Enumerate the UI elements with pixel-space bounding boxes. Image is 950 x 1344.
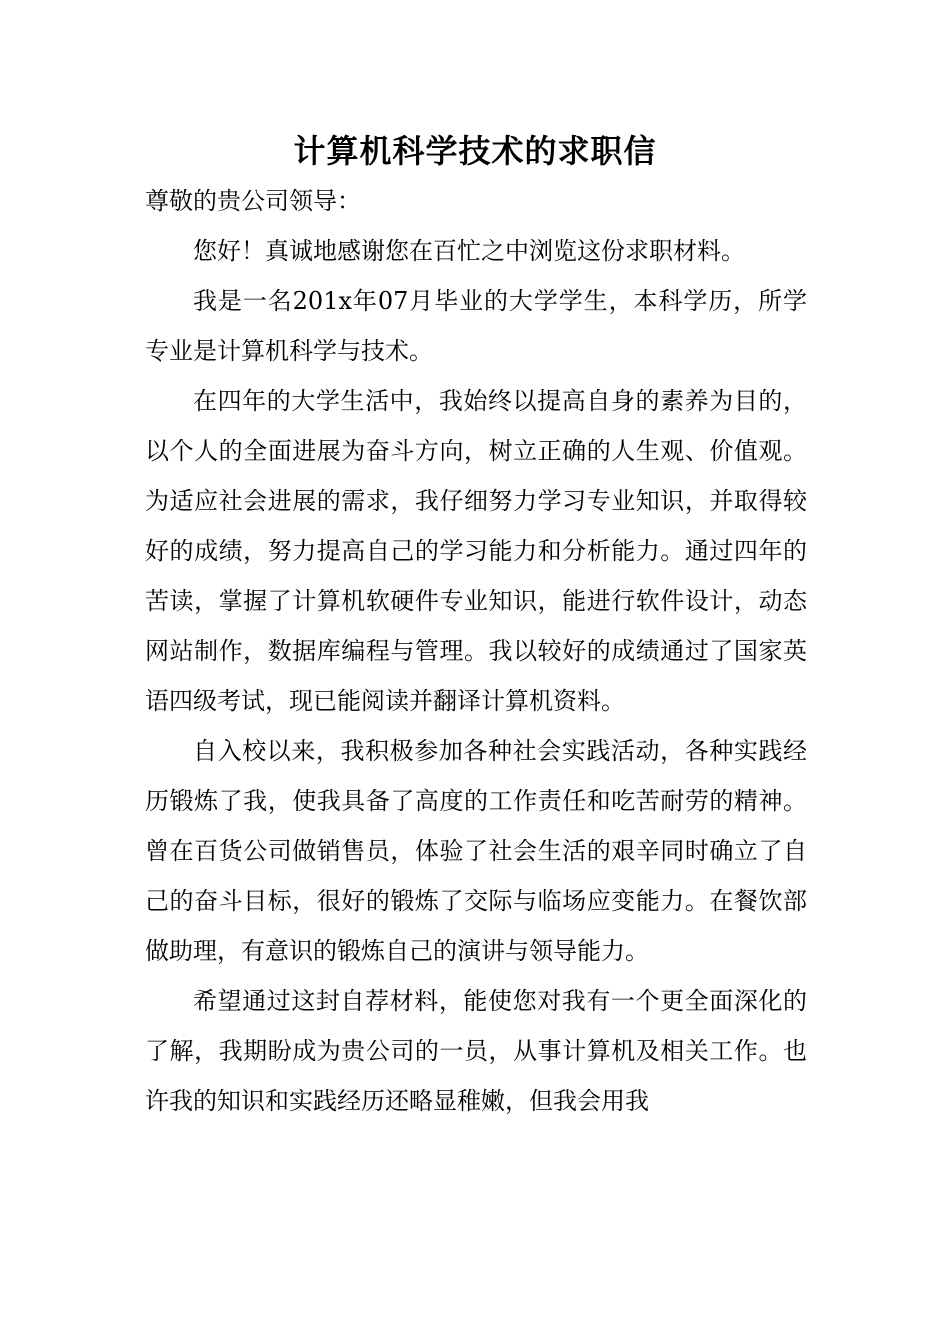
paragraph-practice-experience: 自入校以来，我积极参加各种社会实践活动，各种实践经历锻炼了我，使我具备了高度的工作责任和吃苦耐劳的精神。曾在百货公司做销售员，体验了社会生活的艰辛同时确立了自己的奋斗目标，很好的锻炼了交际与临场应变能力。在餐饮部做助理，有意识的锻炼自己的演讲与领导能力。: [145, 737, 807, 965]
paragraph-closing: 希望通过这封自荐材料，能使您对我有一个更全面深化的了解，我期盼成为贵公司的一员，从事计算机及相关工作。也许我的知识和实践经历还略显稚嫩，但我会用我: [145, 987, 807, 1115]
paragraph-introduction: 我是一名201x年07月毕业的大学学生，本科学历，所学专业是计算机科学与技术。: [145, 287, 807, 365]
document-title: 计算机科学技术的求职信: [293, 132, 657, 170]
paragraph-university-life: 在四年的大学生活中，我始终以提高自身的素养为目的，以个人的全面进展为奋斗方向，树立正确的人生观、价值观。为适应社会进展的需求，我仔细努力学习专业知识，并取得较好的成绩，努力提高自己的学习能力和分析能力。通过四年的苦读，掌握了计算机软硬件专业知识，能进行软件设计，动态网站制作，数据库编程与管理。我以较好的成绩通过了国家英语四级考试，现已能阅读并翻译计算机资料。: [145, 387, 807, 715]
letter-body: [145, 176, 807, 1126]
salutation: 尊敬的贵公司领导：: [145, 187, 361, 215]
paragraph-greeting: 您好！真诚地感谢您在百忙之中浏览这份求职材料。: [193, 237, 745, 265]
